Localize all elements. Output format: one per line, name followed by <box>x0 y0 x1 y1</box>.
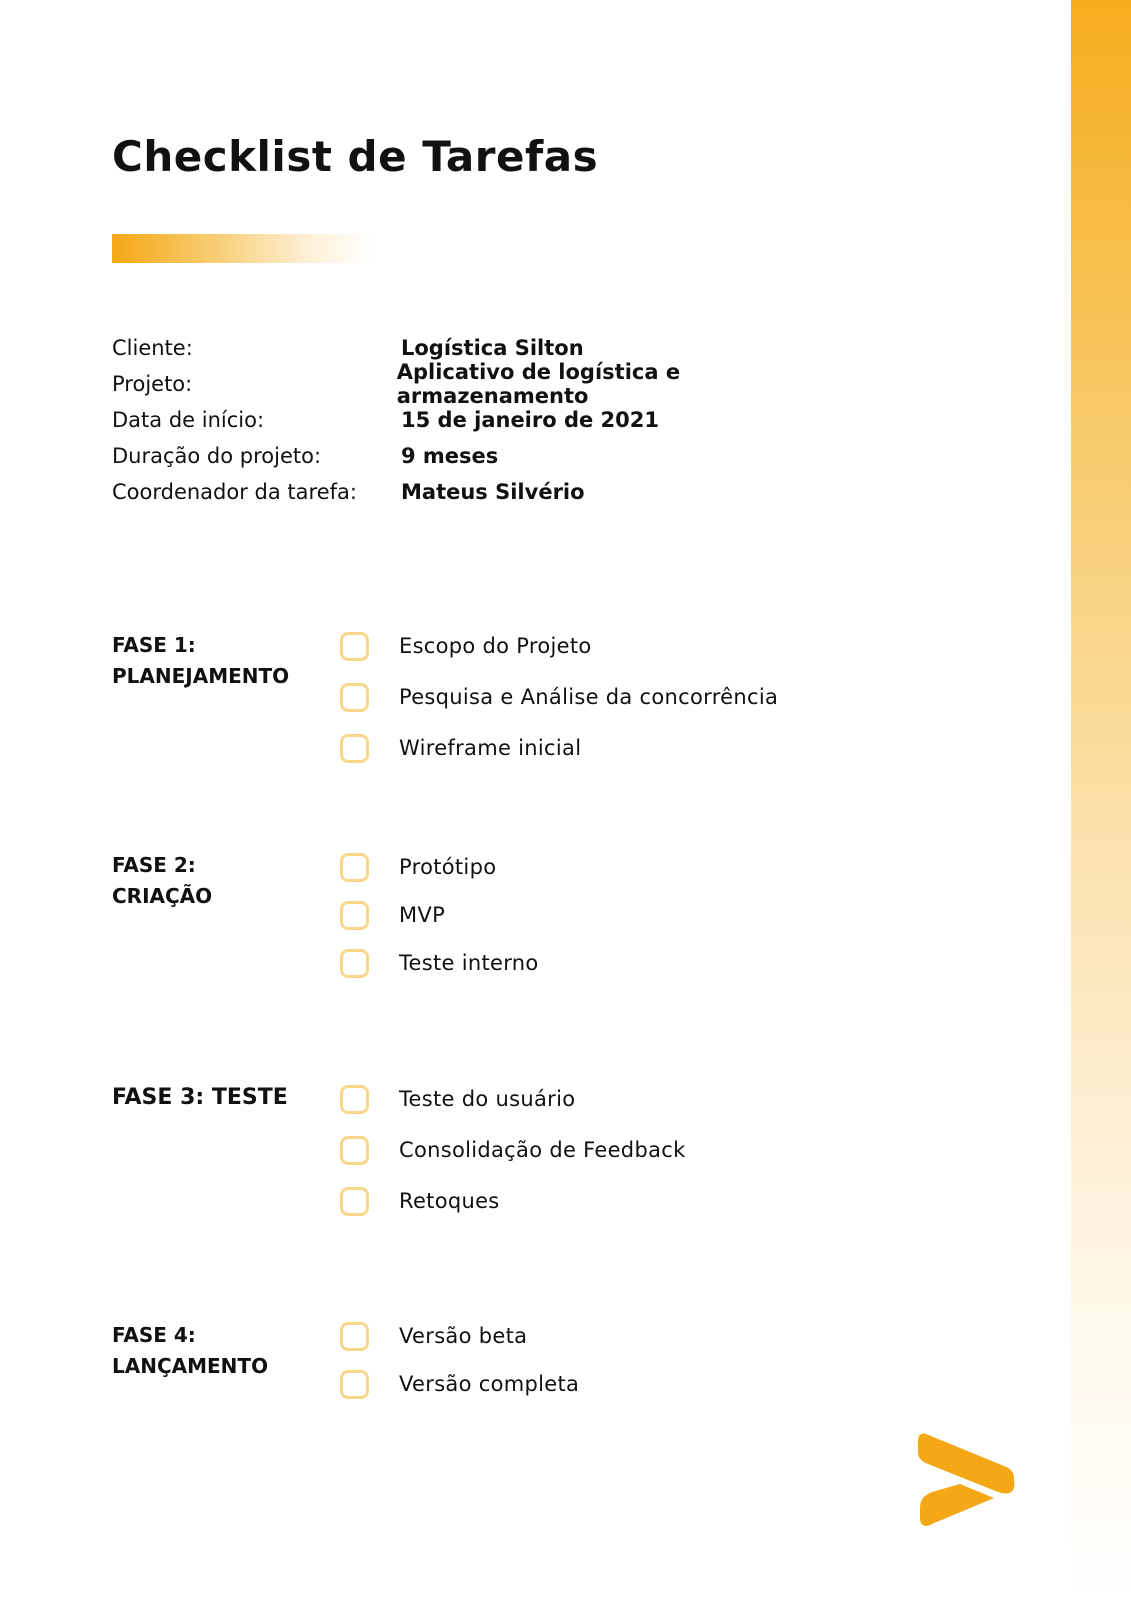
task-label: Consolidação de Feedback <box>399 1138 686 1162</box>
phase-title <box>112 1082 322 1113</box>
project-info <box>112 330 872 510</box>
phase-title-line: FASE 4: <box>112 1323 196 1347</box>
task-label: Wireframe inicial <box>399 736 582 760</box>
task-item[interactable] <box>340 729 581 767</box>
info-value: Aplicativo de logística e armazenamento <box>396 360 681 408</box>
empty-checkbox-icon[interactable] <box>340 734 369 763</box>
chevron-arrow-logo <box>918 1432 1022 1528</box>
info-label: Cliente: <box>112 336 193 360</box>
phase-title-line: FASE 1: <box>112 633 196 657</box>
info-value: Mateus Silvério <box>401 480 585 504</box>
task-label: Escopo do Projeto <box>399 634 592 658</box>
empty-checkbox-icon[interactable] <box>340 1085 369 1114</box>
task-label: Retoques <box>399 1189 500 1213</box>
task-label: Protótipo <box>399 855 497 879</box>
task-item[interactable] <box>340 896 445 934</box>
task-label: Teste do usuário <box>399 1087 576 1111</box>
phase-title <box>112 1320 322 1382</box>
task-label: Versão completa <box>399 1372 580 1396</box>
empty-checkbox-icon[interactable] <box>340 683 369 712</box>
task-item[interactable] <box>340 1182 500 1220</box>
info-row-duration <box>112 438 872 474</box>
task-item[interactable] <box>340 678 778 716</box>
task-item[interactable] <box>340 1131 686 1169</box>
info-row-coordinator <box>112 474 872 510</box>
empty-checkbox-icon[interactable] <box>340 632 369 661</box>
task-label: MVP <box>399 903 446 927</box>
task-label: Teste interno <box>399 951 539 975</box>
task-item[interactable] <box>340 1365 579 1403</box>
empty-checkbox-icon[interactable] <box>340 1187 369 1216</box>
empty-checkbox-icon[interactable] <box>340 1322 369 1351</box>
task-item[interactable] <box>340 627 592 665</box>
phase-title <box>112 630 322 692</box>
info-label: Data de início: <box>112 408 265 432</box>
phase-title <box>112 850 322 912</box>
empty-checkbox-icon[interactable] <box>340 1136 369 1165</box>
empty-checkbox-icon[interactable] <box>340 901 369 930</box>
task-label: Versão beta <box>399 1324 528 1348</box>
info-value: Logística Silton <box>401 336 584 360</box>
info-label: Coordenador da tarefa: <box>112 480 357 504</box>
info-row-project <box>112 360 872 408</box>
info-value: 9 meses <box>401 444 499 468</box>
empty-checkbox-icon[interactable] <box>340 1370 369 1399</box>
phase-title-line: FASE 3: TESTE <box>112 1085 288 1110</box>
info-label: Duração do projeto: <box>112 444 322 468</box>
page-title: Checklist de Tarefas <box>112 132 599 181</box>
info-label: Projeto: <box>112 372 193 396</box>
phase-title-line: LANÇAMENTO <box>112 1354 269 1378</box>
info-value: 15 de janeiro de 2021 <box>401 408 660 432</box>
phase-title-line: PLANEJAMENTO <box>112 664 290 688</box>
task-item[interactable] <box>340 1080 575 1118</box>
task-item[interactable] <box>340 944 539 982</box>
task-item[interactable] <box>340 848 496 886</box>
phase-title-line: CRIAÇÃO <box>112 884 213 908</box>
side-gradient-band <box>1071 0 1131 1600</box>
empty-checkbox-icon[interactable] <box>340 853 369 882</box>
phase-title-line: FASE 2: <box>112 853 196 877</box>
task-item[interactable] <box>340 1317 527 1355</box>
empty-checkbox-icon[interactable] <box>340 949 369 978</box>
task-label: Pesquisa e Análise da concorrência <box>399 685 779 709</box>
title-accent-bar <box>112 234 372 263</box>
